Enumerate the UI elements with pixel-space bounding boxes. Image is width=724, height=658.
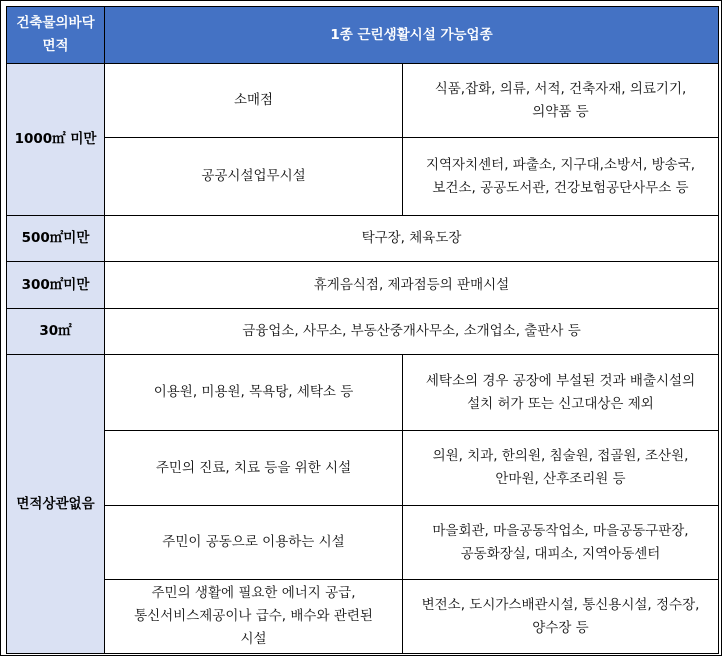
- area-label-1000: 1000㎡ 미만: [7, 64, 105, 216]
- table-row: [7, 431, 719, 506]
- table-row: [7, 506, 719, 580]
- area-label-30: 30㎡: [7, 309, 105, 355]
- table-row: [7, 138, 719, 216]
- category-cell: 이용원, 미용원, 목욕탕, 세탁소 등: [105, 355, 403, 431]
- merged-text-cell: 금융업소, 사무소, 부동산중개사무소, 소개업소, 출판사 등: [105, 309, 719, 355]
- examples-cell: 세탁소의 경우 공장에 부설된 것과 배출시설의 설치 허가 또는 신고대상은 제외: [403, 355, 719, 431]
- business-types-table: [6, 6, 719, 654]
- table-row: [7, 262, 719, 309]
- table-row: [7, 216, 719, 262]
- examples-cell: 지역자치센터, 파출소, 지구대,소방서, 방송국, 보건소, 공공도서관, 건강보험공단사무소 등: [403, 138, 719, 216]
- table-row: [7, 309, 719, 355]
- table-row: [7, 580, 719, 654]
- table-row: [7, 64, 719, 138]
- examples-cell: 변전소, 도시가스배관시설, 통신용시설, 정수장, 양수장 등: [403, 580, 719, 654]
- examples-cell: 마을회관, 마을공동작업소, 마을공동구판장, 공동화장실, 대피소, 지역아동센터: [403, 506, 719, 580]
- header-row: [7, 7, 719, 64]
- merged-text-cell: 탁구장, 체육도장: [105, 216, 719, 262]
- table-row: [7, 355, 719, 431]
- header-title: 1종 근린생활시설 가능업종: [105, 7, 719, 64]
- category-cell: 주민의 진료, 치료 등을 위한 시설: [105, 431, 403, 506]
- examples-cell: 식품,잡화, 의류, 서적, 건축자재, 의료기기, 의약품 등: [403, 64, 719, 138]
- area-label-any: 면적상관없음: [7, 355, 105, 654]
- category-cell: 주민의 생활에 필요한 에너지 공급, 통신서비스제공이나 급수, 배수와 관련된 시설: [105, 580, 403, 654]
- area-label-500: 500㎡미만: [7, 216, 105, 262]
- examples-cell: 의원, 치과, 한의원, 침술원, 접골원, 조산원, 안마원, 산후조리원 등: [403, 431, 719, 506]
- area-label-300: 300㎡미만: [7, 262, 105, 309]
- merged-text-cell: 휴게음식점, 제과점등의 판매시설: [105, 262, 719, 309]
- category-cell: 주민이 공동으로 이용하는 시설: [105, 506, 403, 580]
- category-cell: 공공시설업무시설: [105, 138, 403, 216]
- category-cell: 소매점: [105, 64, 403, 138]
- header-floor-area: 건축물의바닥 면적: [7, 7, 105, 64]
